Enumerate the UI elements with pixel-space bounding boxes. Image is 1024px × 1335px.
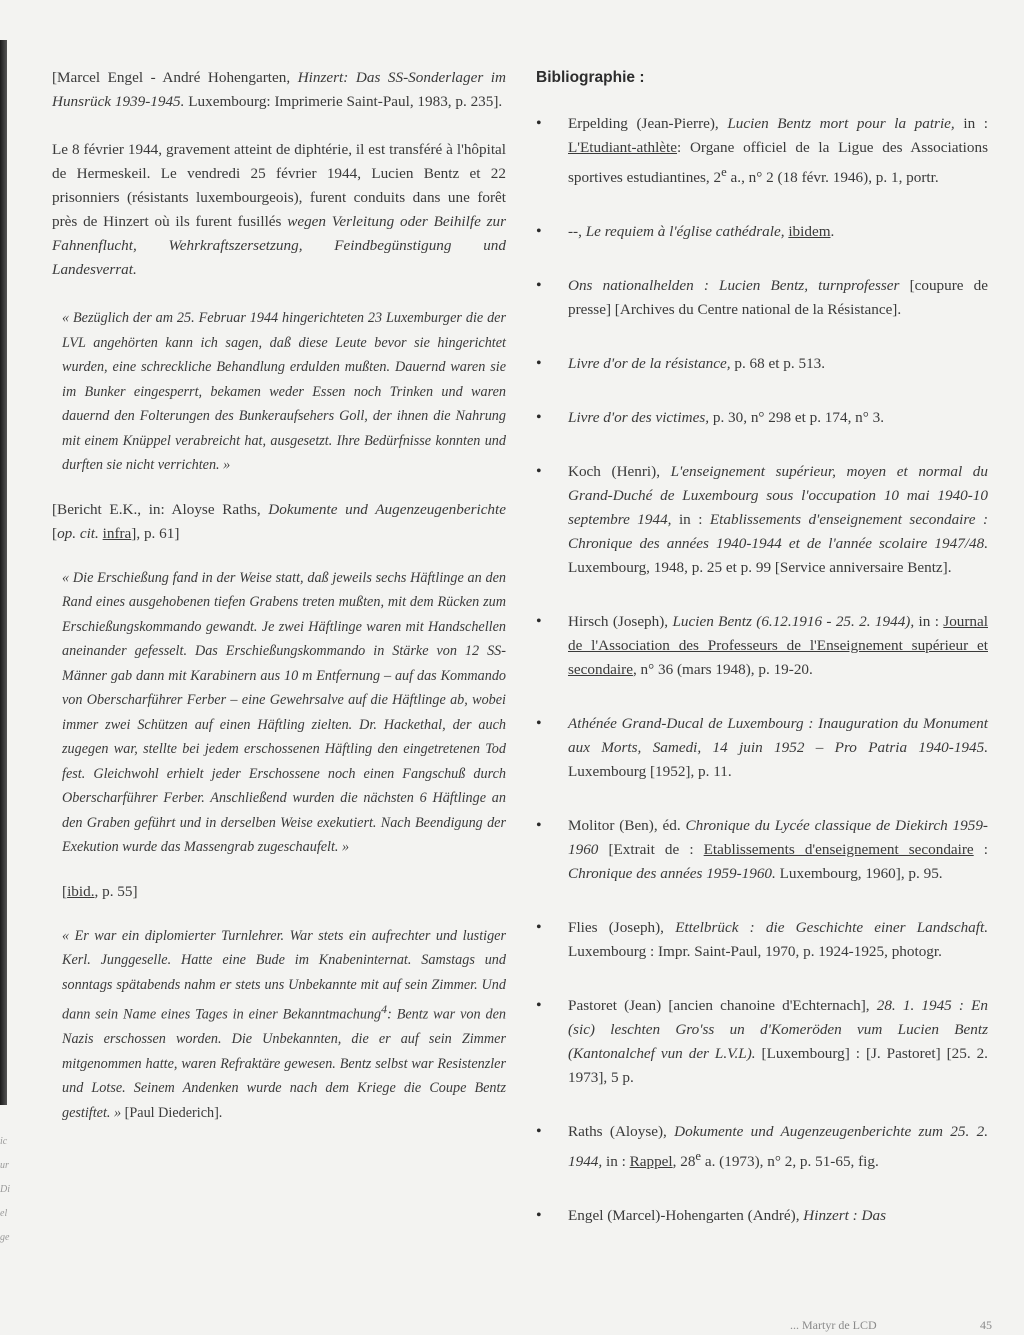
list-item <box>536 112 988 190</box>
bib-text: Erpelding (Jean-Pierre), <box>568 115 728 132</box>
bib-text: in : <box>671 511 710 529</box>
bib-title: Chronique du Lycée classique de Diekirch 1959-1960 <box>568 817 988 859</box>
body-paragraph <box>52 138 506 282</box>
bib-title: Ons nationalhelden : Lucien Bentz, turnprofesser <box>568 277 900 295</box>
bib-text: a. (1973), n° 2, p. 51-65, fig. <box>701 1153 879 1171</box>
bib-text: [coupure de presse] [Archives du Centre national de la Résistance]. <box>568 277 988 319</box>
bullet-icon: • <box>536 997 542 1015</box>
bib-text: Raths (Aloyse), <box>568 1123 675 1141</box>
bib-link[interactable]: L'Etudiant-athlète <box>568 139 678 156</box>
bib-title: Ettelbrück : die Geschichte einer Landschaft. <box>675 919 988 937</box>
bib-text: --, <box>568 223 586 241</box>
quote-text: « Er war ein diplomierter Turnlehrer. War stets ein aufrechter und lustiger Kerl. Junggeselle. Hatte eine Bude im Knabeninternat. Samstags und sonntags spätabends nahm er stets uns Unbekannte mit auf sein Zimmer. Und dann sein Name eines Tages in einer Bekanntmachung <box>62 927 506 1023</box>
ref-text: ], p. 61] <box>131 524 180 542</box>
ref-title: Hinzert: Das SS-Sonderlager im Hunsrück 1939-1945. <box>52 69 506 110</box>
bib-sup: e <box>721 165 727 179</box>
ref-text: Luxembourg: Imprimerie Saint-Paul, 1983, p. 235]. <box>184 93 503 110</box>
bib-text: Luxembourg, 1960], p. 95. <box>775 865 943 883</box>
list-item <box>536 994 988 1090</box>
bib-text: . <box>830 223 835 241</box>
bullet-icon: • <box>536 919 542 937</box>
list-item <box>536 406 988 430</box>
bib-text: in : <box>602 1153 630 1171</box>
bibliography-list <box>536 112 988 1228</box>
bib-sup: e <box>695 1149 702 1164</box>
bullet-icon: • <box>536 409 542 427</box>
bib-text: Luxembourg, 1948, p. 25 et p. 99 [Service anniversaire Bentz]. <box>568 559 952 577</box>
ref-title: Dokumente und Augenzeugenberichte <box>268 500 506 518</box>
bib-title: Athénée Grand-Ducal de Luxembourg : Inauguration du Monument aux Morts, Samedi, 14 juin 1952 – Pro Patria 1940-1945. <box>568 715 988 757</box>
quote-block: « Die Erschießung fand in der Weise statt, daß jeweils sechs Häftlinge an den Rand eines ausgehobenen tiefen Grabens treten mußten, mit dem Rücken zum Erschießungskommando gewandt. Je zwei Häftlinge waren mit Handschellen aneinander gefesselt. Das Erschießungskommando in Stärke von 12 SS-Männer gab dann mit Karabinern aus 10 m Entfernung – auf das Kommando von Oberscharführer Ferber – eine Gewehrsalve auf die Häftlinge ab, wobei immer zwei Schützen auf einen Häftling zielten. Dr. Hackethal, der auch zugegen war, stellte bei jedem erschossenen Häftling den eingetretenen Tod fest. Gleichwohl erhielt jeder Erschossene noch einen Fangschuß durch Oberscharführer Ferber. Anschließend wurden die nächsten 6 Häftlinge an den Graben geführt und in derselben Weise exekutiert. Nach Beendigung der Exekution wurde das Massengrab zugeschaufelt. » <box>62 569 506 855</box>
source-reference <box>62 880 506 904</box>
left-column <box>52 66 506 1145</box>
footer-text: ... Martyr de LCD <box>790 1318 877 1332</box>
bib-text: in : <box>954 115 988 132</box>
list-item <box>536 610 988 682</box>
bib-title: Chronique des années 1959-1960. <box>568 865 776 883</box>
bullet-icon: • <box>536 817 542 835</box>
bullet-icon: • <box>536 1123 542 1141</box>
bib-text: Luxembourg [1952], p. 11. <box>568 763 732 781</box>
list-item <box>536 916 988 964</box>
ref-text: , p. 55] <box>94 882 138 900</box>
bib-text: , n° 36 (mars 1948), p. 19-20. <box>632 661 813 679</box>
bleed-fragment: Di <box>0 1184 10 1195</box>
source-reference <box>52 66 506 114</box>
list-item <box>536 220 988 244</box>
right-column <box>536 66 988 1258</box>
bib-text: Molitor (Ben), éd. <box>568 817 686 835</box>
list-item <box>536 712 988 784</box>
bib-link[interactable]: Rappel <box>629 1153 673 1171</box>
bib-text: Luxembourg : Impr. Saint-Paul, 1970, p. 1924-1925, photogr. <box>568 943 942 961</box>
bib-link[interactable]: ibidem <box>788 223 831 241</box>
bib-title: Etablissements d'enseignement secondaire : Chronique des années 1940-1944 et de l'année scolaire 1947/48. <box>568 511 988 553</box>
quote-block <box>62 924 506 1126</box>
bib-text: Flies (Joseph), <box>568 919 676 937</box>
bib-text: : Organe officiel de la Ligue des Associations sportives estudiantines, 2 <box>568 139 988 187</box>
binding-shadow <box>0 40 7 1105</box>
list-item <box>536 814 988 886</box>
bib-text: [Extrait de : <box>598 841 704 859</box>
bib-title: Dokumente und Augenzeugenberichte zum 25. 2. 1944, <box>568 1123 988 1171</box>
bullet-icon: • <box>536 223 542 241</box>
bullet-icon: • <box>536 277 542 295</box>
bib-title: Hinzert : Das <box>803 1207 886 1225</box>
bib-title: L'enseignement supérieur, moyen et normal du Grand-Duché de Luxembourg sous l'occupation 10 mai 1940-10 septembre 1944, <box>568 463 988 529</box>
ref-link[interactable]: ibid. <box>67 882 95 900</box>
source-reference <box>52 498 506 546</box>
bib-link[interactable]: Etablissements d'enseignement secondaire <box>703 841 974 859</box>
body-text: Le 8 février 1944, gravement atteint de diphtérie, il est transféré à l'hôpital de Hermeskeil. Le vendredi 25 février 1944, Lucien Bentz et 22 prisonniers (résistants luxembourgeois), furent conduits dans une forêt près de Hinzert où ils furent fusillés <box>52 141 506 230</box>
bullet-icon: • <box>536 1207 542 1225</box>
bibliography-heading: Bibliographie : <box>536 69 645 86</box>
list-item <box>536 1204 988 1228</box>
bleed-fragment: ic <box>0 1136 8 1147</box>
bleed-fragment: el <box>0 1208 8 1219</box>
bib-text: p. 68 et p. 513. <box>730 355 826 373</box>
bib-text: Engel (Marcel)-Hohengarten (André), <box>568 1207 804 1225</box>
bib-text: : <box>973 841 988 859</box>
bib-title: Le requiem à l'église cathédrale, <box>585 223 785 241</box>
ref-text: [ <box>52 524 58 542</box>
bleed-fragment: ge <box>0 1232 10 1243</box>
ref-link[interactable]: infra <box>102 524 132 542</box>
bib-text: Koch (Henri), <box>568 463 671 481</box>
list-item <box>536 274 988 322</box>
bib-link[interactable]: Journal de l'Association des Professeurs de l'Enseignement supérieur et secondaire <box>568 613 988 679</box>
body-italic: wegen Verleitung oder Beihilfe zur Fahnenflucht, Wehrkraftszersetzung, Feindbegünstigung und Landesverrat. <box>52 213 506 278</box>
bib-text: p. 30, n° 298 et p. 174, n° 3. <box>709 409 885 427</box>
bib-title: Livre d'or de la résistance, <box>568 355 731 373</box>
bleed-fragment: ur <box>0 1160 9 1171</box>
bib-text: a., n° 2 (18 févr. 1946), p. 1, portr. <box>726 169 939 187</box>
bullet-icon: • <box>536 715 542 733</box>
bib-text: Hirsch (Joseph), <box>568 613 673 631</box>
bib-text: in : <box>914 613 944 631</box>
ref-text: [Marcel Engel - André Hohengarten, <box>52 69 298 86</box>
quote-block: « Bezüglich der am 25. Februar 1944 hingerichteten 23 Luxemburger die der LVL angehörten kann ich sagen, daß diese Leute bevor sie hingerichtet wurden, eine schreckliche Behandlung erdulden mußten. Dauernd waren sie im Bunker eingesperrt, bekamen weder Essen noch Trinken und waren dauernd den Folterungen des Bunkeraufsehers Goll, der ihnen die Nahrung mit einem Knüppel verabreicht hat, ausgesetzt. Ihre Bedürfnisse konnten und durften sie nicht verrichten. » <box>62 310 506 473</box>
ref-text: [ <box>62 882 68 900</box>
bib-title: 28. 1. 1945 : En (sic) leschten Gro'ss un d'Komeröden vum Lucien Bentz (Kantonalchef vun der L.V.L). <box>568 997 988 1063</box>
list-item <box>536 1120 988 1174</box>
bullet-icon: • <box>536 613 542 631</box>
bullet-icon: • <box>536 463 542 481</box>
bullet-icon: • <box>536 355 542 373</box>
quote-attribution: [Paul Diederich]. <box>121 1104 223 1121</box>
bib-text: , 28 <box>672 1153 696 1171</box>
quote-text: : Bentz war von den Nazis erschossen worden. Die Unbekannten, die er auf sein Zimmer mitgenommen hatte, waren Refraktäre gewesen. Bentz selbst war Resistenzler und Lotse. Seinem Andenken wurde nach dem Kriege die Coupe Bentz gestiftet. » <box>62 1006 506 1121</box>
ref-text: [Bericht E.K., in: Aloyse Raths, <box>52 500 269 518</box>
bib-text: Pastoret (Jean) [ancien chanoine d'Echternach], <box>568 997 877 1015</box>
footnote-marker[interactable]: 4 <box>381 1002 388 1016</box>
page-footer <box>790 1318 1020 1333</box>
ref-italic: op. cit. <box>57 524 99 542</box>
page-number: 45 <box>980 1318 992 1332</box>
bib-title: Lucien Bentz mort pour la patrie, <box>727 115 955 132</box>
bib-title: Livre d'or des victimes, <box>568 409 710 427</box>
list-item <box>536 460 988 580</box>
bullet-icon: • <box>536 115 542 132</box>
margin-bleed-text <box>0 1130 10 1243</box>
bib-title: Lucien Bentz (6.12.1916 - 25. 2. 1944), <box>672 613 915 631</box>
bib-text: [Luxembourg] : [J. Pastoret] [25. 2. 1973], 5 p. <box>568 1045 988 1087</box>
list-item <box>536 352 988 376</box>
